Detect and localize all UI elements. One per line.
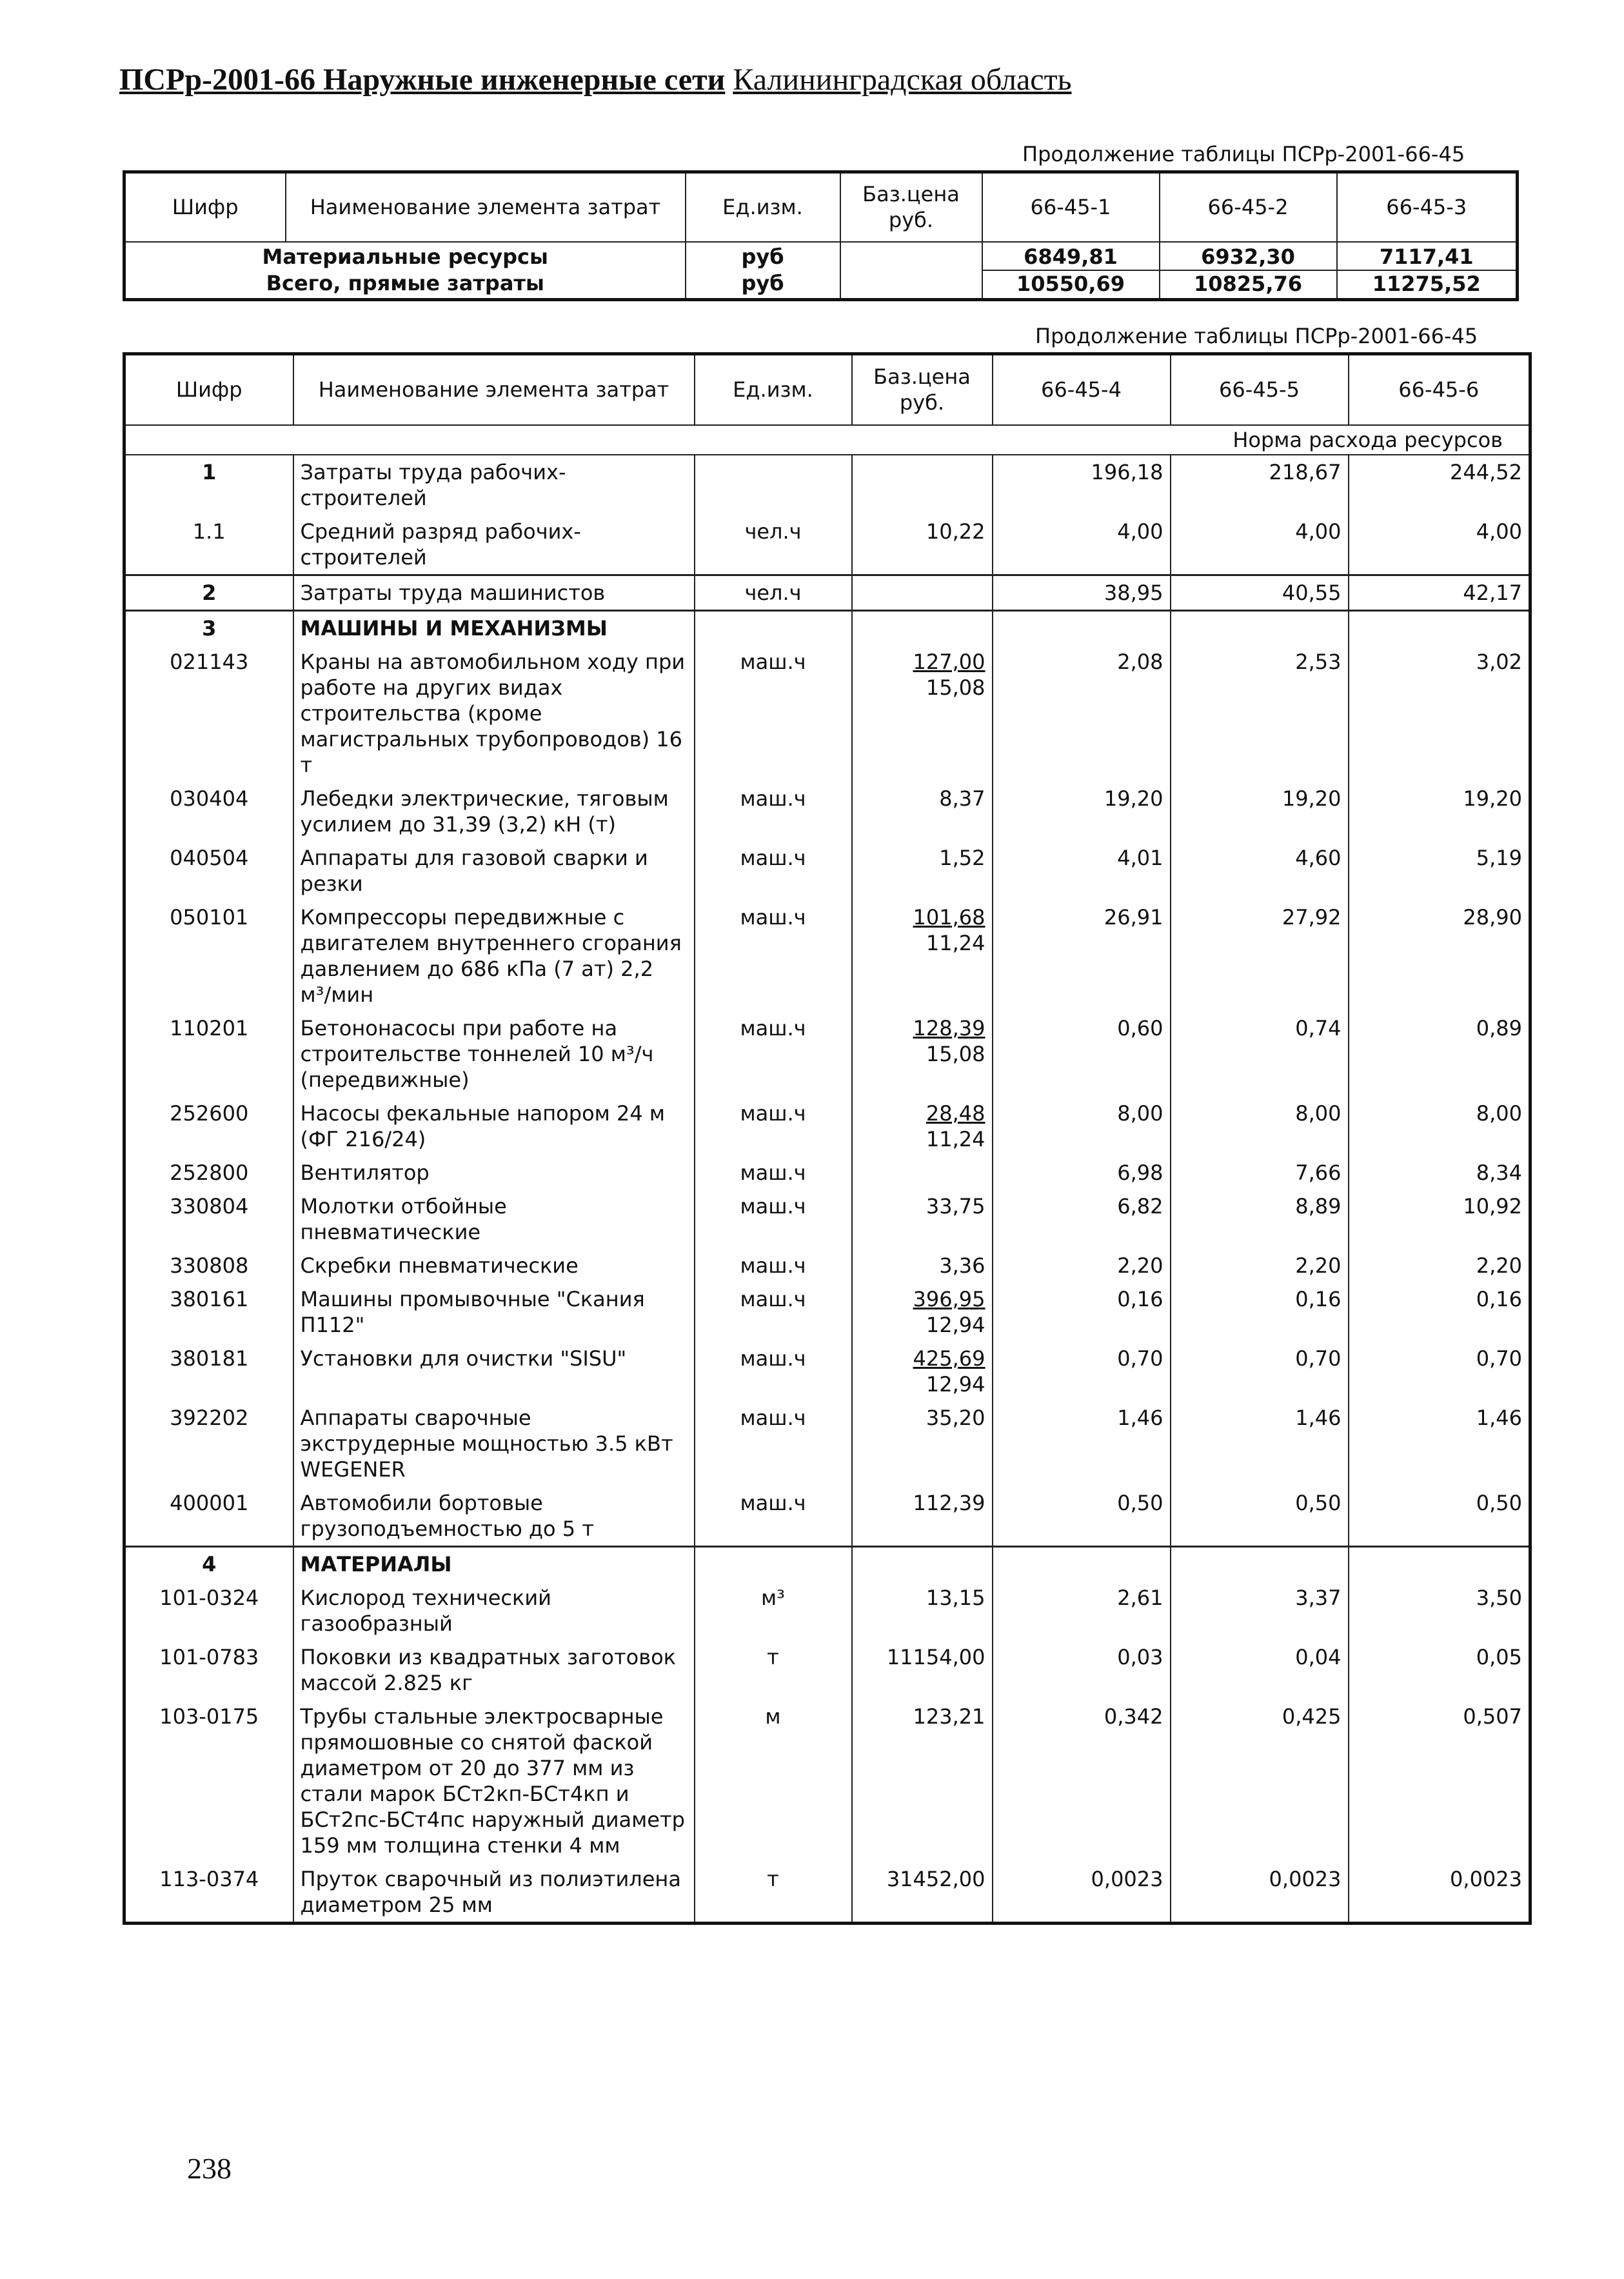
t1-row-price <box>840 270 982 300</box>
row-code: 400001 <box>124 1486 293 1547</box>
table-row <box>124 1700 1530 1862</box>
row-name: Вентилятор <box>293 1156 695 1189</box>
row-c: 3,02 <box>1349 645 1530 782</box>
row-code: 1.1 <box>124 515 293 575</box>
row-price <box>852 455 993 515</box>
row-price <box>852 1486 993 1547</box>
row-price: 11154,00 <box>852 1640 993 1700</box>
row-a: 196,18 <box>993 455 1171 515</box>
row-code: 380181 <box>124 1342 293 1401</box>
t2-col-a: 66-45-4 <box>993 354 1171 425</box>
table-row <box>124 455 1530 515</box>
table1-caption: Продолжение таблицы ПСРр-2001-66-45 <box>1022 142 1465 166</box>
row-unit: маш.ч <box>695 1486 852 1547</box>
row-a: 0,03 <box>993 1640 1171 1700</box>
row-b: 0,16 <box>1171 1282 1349 1342</box>
table-row <box>124 1249 1530 1282</box>
row-code: 110201 <box>124 1011 293 1097</box>
row-c: 5,19 <box>1349 841 1530 901</box>
row-unit: маш.ч <box>695 1342 852 1401</box>
page-title-region: Калининградская область <box>733 63 1072 97</box>
row-a: 0,50 <box>993 1486 1171 1547</box>
row-code: 330804 <box>124 1189 293 1249</box>
row-price-base: 101,68 <box>913 904 985 930</box>
table-row <box>124 841 1530 901</box>
row-c: 8,00 <box>1349 1097 1530 1156</box>
table-row <box>124 901 1530 1011</box>
t2-col-c: 66-45-6 <box>1349 354 1530 425</box>
row-a: 1,46 <box>993 1401 1171 1486</box>
row-unit: маш.ч <box>695 901 852 1011</box>
row-name: Средний разряд рабочих-строителей <box>293 515 695 575</box>
row-price-wage: 12,94 <box>926 1371 985 1397</box>
row-a: 19,20 <box>993 782 1171 841</box>
table-row <box>124 1342 1530 1401</box>
table-row <box>124 1156 1530 1189</box>
row-name: Лебедки электрические, тяговым усилием до 31,39 (3,2) кН (т) <box>293 782 695 841</box>
row-unit: чел.ч <box>695 515 852 575</box>
t1-col-c: 66-45-3 <box>1337 172 1518 242</box>
row-price <box>852 1282 993 1342</box>
row-a: 0,70 <box>993 1342 1171 1401</box>
row-code: 040504 <box>124 841 293 901</box>
row-code: 113-0374 <box>124 1862 293 1924</box>
row-name: Краны на автомобильном ходу при работе на других видах строительства (кроме магистральных трубопроводов) 16 т <box>293 645 695 782</box>
section-code: 4 <box>124 1546 293 1581</box>
row-c: 0,05 <box>1349 1640 1530 1700</box>
row-c: 2,20 <box>1349 1249 1530 1282</box>
row-code: 2 <box>124 575 293 610</box>
row-price-base: 3,36 <box>939 1253 985 1278</box>
row-a: 8,00 <box>993 1097 1171 1156</box>
page-number: 238 <box>187 2152 232 2185</box>
row-price: 31452,00 <box>852 1862 993 1924</box>
row-price-wage: 11,24 <box>926 1126 985 1151</box>
row-a: 6,82 <box>993 1189 1171 1249</box>
row-price <box>852 901 993 1011</box>
table1 <box>123 170 1519 301</box>
row-name: Машины промывочные "Скания П112" <box>293 1282 695 1342</box>
table-row <box>124 1189 1530 1249</box>
t1-row-b: 10825,76 <box>1160 270 1337 300</box>
row-code: 021143 <box>124 645 293 782</box>
row-name: Аппараты сварочные экструдерные мощностью 3.5 кВт WEGENER <box>293 1401 695 1486</box>
row-price-wage: 12,94 <box>926 1312 985 1337</box>
row-price <box>852 1249 993 1282</box>
row-c: 0,0023 <box>1349 1862 1530 1924</box>
row-name: Установки для очистки "SISU" <box>293 1342 695 1401</box>
row-price-base: 128,39 <box>913 1015 985 1040</box>
row-price-base: 425,69 <box>913 1346 985 1371</box>
row-unit: м <box>695 1700 852 1862</box>
section-title: МАТЕРИАЛЫ <box>293 1546 695 1581</box>
t1-col-a: 66-45-1 <box>982 172 1160 242</box>
section-row <box>124 610 1530 645</box>
row-code: 030404 <box>124 782 293 841</box>
row-a: 4,01 <box>993 841 1171 901</box>
page-title-main: ПСРр-2001-66 Наружные инженерные сети <box>119 63 726 97</box>
row-name: Пруток сварочный из полиэтилена диаметром 25 мм <box>293 1862 695 1924</box>
row-b: 2,53 <box>1171 645 1349 782</box>
norm-label: Норма расхода ресурсов <box>124 425 1530 455</box>
row-code: 380161 <box>124 1282 293 1342</box>
section-code: 3 <box>124 610 293 645</box>
row-a: 2,08 <box>993 645 1171 782</box>
row-name: Молотки отбойные пневматические <box>293 1189 695 1249</box>
machines-list <box>124 645 1530 1547</box>
t2-col-code: Шифр <box>124 354 293 425</box>
row-price-wage: 15,08 <box>926 1041 985 1066</box>
row-b: 0,74 <box>1171 1011 1349 1097</box>
row-code: 050101 <box>124 901 293 1011</box>
row-code: 1 <box>124 455 293 515</box>
row-b: 218,67 <box>1171 455 1349 515</box>
row-c: 42,17 <box>1349 575 1530 610</box>
row-unit: маш.ч <box>695 1249 852 1282</box>
table-row <box>124 645 1530 782</box>
row-unit: чел.ч <box>695 575 852 610</box>
row-a: 0,0023 <box>993 1862 1171 1924</box>
row-b: 0,50 <box>1171 1486 1349 1547</box>
t1-row-name: Материальные ресурсы <box>124 242 686 270</box>
row-price <box>852 575 993 610</box>
row-b: 8,00 <box>1171 1097 1349 1156</box>
t1-row-b: 6932,30 <box>1160 242 1337 270</box>
table-row <box>124 1011 1530 1097</box>
row-b: 0,70 <box>1171 1342 1349 1401</box>
table-row <box>124 1581 1530 1640</box>
row-price <box>852 841 993 901</box>
table2-caption: Продолжение таблицы ПСРр-2001-66-45 <box>1035 324 1478 348</box>
row-c: 0,16 <box>1349 1282 1530 1342</box>
row-b: 27,92 <box>1171 901 1349 1011</box>
table2 <box>123 352 1532 1925</box>
row-b: 40,55 <box>1171 575 1349 610</box>
row-b: 19,20 <box>1171 782 1349 841</box>
row-code: 392202 <box>124 1401 293 1486</box>
row-name: Скребки пневматические <box>293 1249 695 1282</box>
row-c: 10,92 <box>1349 1189 1530 1249</box>
t1-col-name: Наименование элемента затрат <box>286 172 686 242</box>
t1-col-unit: Ед.изм. <box>686 172 840 242</box>
row-unit: маш.ч <box>695 1011 852 1097</box>
row-price: 13,15 <box>852 1581 993 1640</box>
table-row <box>124 1097 1530 1156</box>
row-unit: маш.ч <box>695 1156 852 1189</box>
row-unit: маш.ч <box>695 1189 852 1249</box>
row-c: 1,46 <box>1349 1401 1530 1486</box>
row-b: 4,00 <box>1171 515 1349 575</box>
row-unit: маш.ч <box>695 1401 852 1486</box>
table-row <box>124 1862 1530 1924</box>
row-b: 8,89 <box>1171 1189 1349 1249</box>
section-title: МАШИНЫ И МЕХАНИЗМЫ <box>293 610 695 645</box>
row-price <box>852 1189 993 1249</box>
row-name: Затраты труда машинистов <box>293 575 695 610</box>
row-a: 6,98 <box>993 1156 1171 1189</box>
row-code: 330808 <box>124 1249 293 1282</box>
table-row <box>124 1486 1530 1547</box>
row-unit: т <box>695 1862 852 1924</box>
row-price-base: 112,39 <box>913 1490 985 1515</box>
row-c: 28,90 <box>1349 901 1530 1011</box>
row-name: Компрессоры передвижные с двигателем внутреннего сгорания давлением до 686 кПа (7 ат) 2,2 м³/мин <box>293 901 695 1011</box>
row-code: 103-0175 <box>124 1700 293 1862</box>
t1-row-a: 10550,69 <box>982 270 1160 300</box>
table-row <box>124 1282 1530 1342</box>
row-price-base: 127,00 <box>913 649 985 674</box>
row-b: 0,0023 <box>1171 1862 1349 1924</box>
row-code: 252800 <box>124 1156 293 1189</box>
page-title <box>119 62 1071 97</box>
table-row <box>124 515 1530 575</box>
table-row <box>124 1640 1530 1700</box>
row-unit: т <box>695 1640 852 1700</box>
t1-col-b: 66-45-2 <box>1160 172 1337 242</box>
row-b: 0,425 <box>1171 1700 1349 1862</box>
row-price <box>852 1342 993 1401</box>
row-unit <box>695 455 852 515</box>
table-row <box>124 782 1530 841</box>
row-b: 7,66 <box>1171 1156 1349 1189</box>
row-name: Насосы фекальные напором 24 м (ФГ 216/24) <box>293 1097 695 1156</box>
row-unit: м³ <box>695 1581 852 1640</box>
row-a: 2,61 <box>993 1581 1171 1640</box>
row-code: 101-0783 <box>124 1640 293 1700</box>
materials-list <box>124 1581 1530 1924</box>
row-name: Трубы стальные электросварные прямошовные со снятой фаской диаметром от 20 до 377 мм из стали марок БСт2кп-БСт4кп и БСт2пс-БСт4пс наружный диаметр 159 мм толщина стенки 4 мм <box>293 1700 695 1862</box>
section-row <box>124 1546 1530 1581</box>
t1-row-c: 7117,41 <box>1337 242 1518 270</box>
row-a: 0,342 <box>993 1700 1171 1862</box>
row-name: Бетононасосы при работе на строительстве тоннелей 10 м³/ч (передвижные) <box>293 1011 695 1097</box>
row-b: 3,37 <box>1171 1581 1349 1640</box>
row-price <box>852 1156 993 1189</box>
row-c: 3,50 <box>1349 1581 1530 1640</box>
row-name: Затраты труда рабочих-строителей <box>293 455 695 515</box>
row-a: 38,95 <box>993 575 1171 610</box>
row-unit: маш.ч <box>695 782 852 841</box>
t2-col-price: Баз.цена руб. <box>852 354 993 425</box>
row-price-base: 35,20 <box>926 1405 985 1430</box>
t1-row-name: Всего, прямые затраты <box>124 270 686 300</box>
t1-row-c: 11275,52 <box>1337 270 1518 300</box>
table-row <box>124 575 1530 610</box>
t1-row <box>124 270 1518 300</box>
t1-row-price <box>840 242 982 270</box>
row-price <box>852 1097 993 1156</box>
row-c: 8,34 <box>1349 1156 1530 1189</box>
row-unit: маш.ч <box>695 1282 852 1342</box>
t2-col-b: 66-45-5 <box>1171 354 1349 425</box>
t1-col-code: Шифр <box>124 172 286 242</box>
row-a: 0,60 <box>993 1011 1171 1097</box>
row-price-wage: 11,24 <box>926 930 985 955</box>
row-price <box>852 645 993 782</box>
row-code: 101-0324 <box>124 1581 293 1640</box>
row-price-base: 33,75 <box>926 1193 985 1219</box>
row-a: 26,91 <box>993 901 1171 1011</box>
row-a: 0,16 <box>993 1282 1171 1342</box>
t2-col-name: Наименование элемента затрат <box>293 354 695 425</box>
row-name: Поковки из квадратных заготовок массой 2.825 кг <box>293 1640 695 1700</box>
row-c: 0,89 <box>1349 1011 1530 1097</box>
row-c: 0,70 <box>1349 1342 1530 1401</box>
row-name: Аппараты для газовой сварки и резки <box>293 841 695 901</box>
row-code: 252600 <box>124 1097 293 1156</box>
row-price <box>852 1401 993 1486</box>
row-price <box>852 1011 993 1097</box>
row-price: 10,22 <box>852 515 993 575</box>
row-a: 2,20 <box>993 1249 1171 1282</box>
t2-col-unit: Ед.изм. <box>695 354 852 425</box>
row-unit: маш.ч <box>695 1097 852 1156</box>
row-price <box>852 782 993 841</box>
row-c: 4,00 <box>1349 515 1530 575</box>
t1-row-a: 6849,81 <box>982 242 1160 270</box>
row-c: 19,20 <box>1349 782 1530 841</box>
row-b: 1,46 <box>1171 1401 1349 1486</box>
row-a: 4,00 <box>993 515 1171 575</box>
row-name: Автомобили бортовые грузоподъемностью до 5 т <box>293 1486 695 1547</box>
table-row <box>124 1401 1530 1486</box>
row-price-wage: 15,08 <box>926 675 985 700</box>
row-b: 2,20 <box>1171 1249 1349 1282</box>
row-price-base: 1,52 <box>939 845 985 870</box>
row-name: Кислород технический газообразный <box>293 1581 695 1640</box>
row-price-base: 396,95 <box>913 1286 985 1311</box>
row-price-base: 28,48 <box>926 1100 985 1126</box>
row-c: 244,52 <box>1349 455 1530 515</box>
row-price-base: 8,37 <box>939 786 985 811</box>
row-b: 0,04 <box>1171 1640 1349 1700</box>
row-c: 0,507 <box>1349 1700 1530 1862</box>
t1-row-unit: руб <box>686 270 840 300</box>
row-unit: маш.ч <box>695 841 852 901</box>
row-b: 4,60 <box>1171 841 1349 901</box>
t1-row-unit: руб <box>686 242 840 270</box>
t1-row <box>124 242 1518 270</box>
row-price: 123,21 <box>852 1700 993 1862</box>
row-unit: маш.ч <box>695 645 852 782</box>
t1-col-price: Баз.цена руб. <box>840 172 982 242</box>
row-c: 0,50 <box>1349 1486 1530 1547</box>
